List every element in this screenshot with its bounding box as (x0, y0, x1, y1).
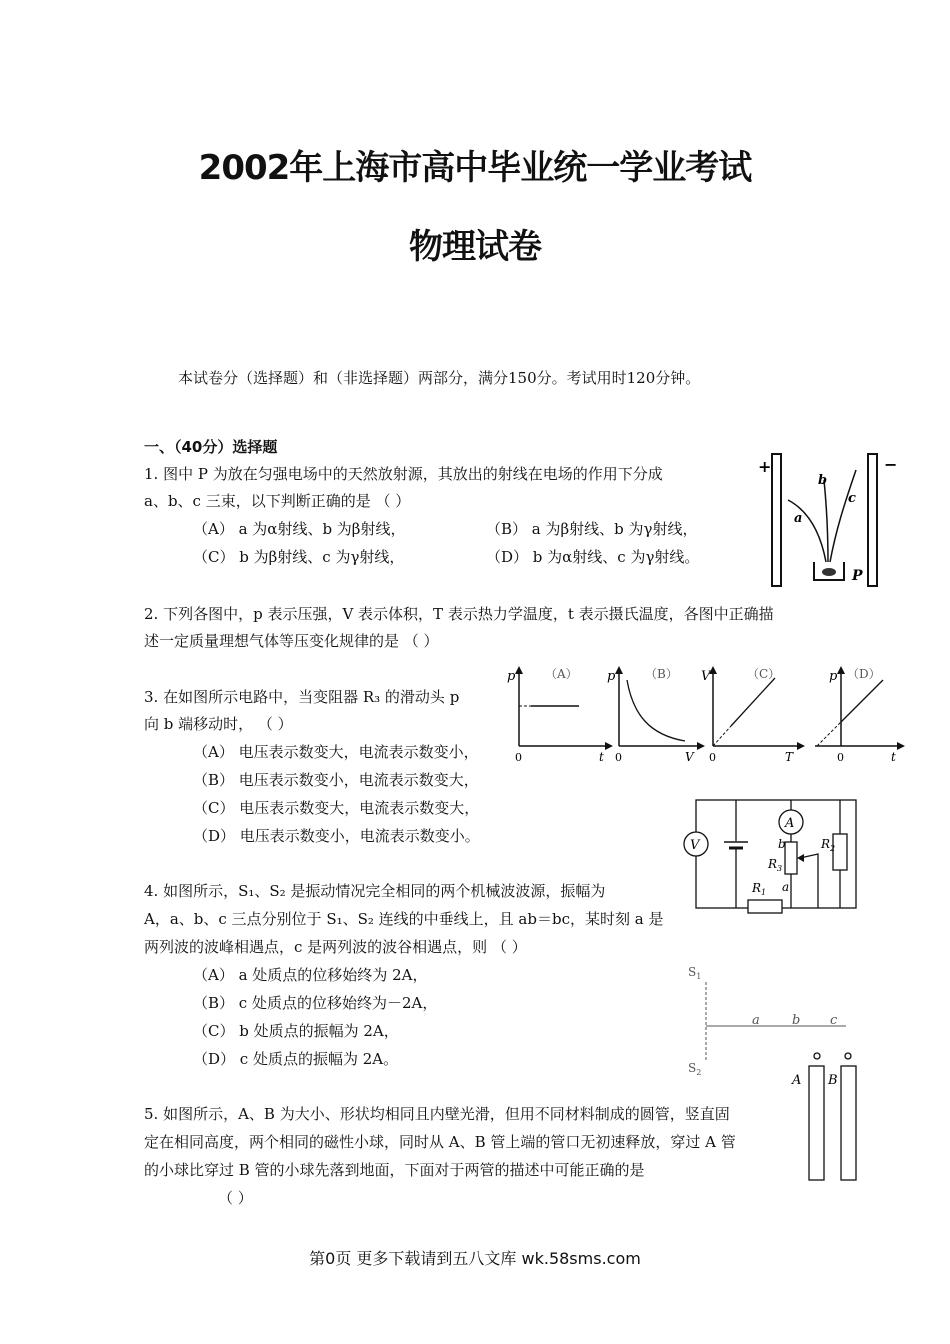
q1-option-d: （D） b 为α射线、c 为γ射线。 (486, 548, 700, 566)
node-b-label: b (778, 837, 786, 851)
graph-a-label: （A） (545, 667, 578, 681)
graph-d (815, 666, 905, 764)
q5-line4: （ ） (218, 1189, 253, 1207)
tube-b (841, 1066, 856, 1180)
r1-label: $R_1$ (752, 881, 767, 897)
minus-sign: − (884, 455, 898, 474)
graph-b-xlabel: V (685, 750, 694, 764)
page-title: 2002年上海市高中毕业统一学业考试 (198, 148, 752, 188)
q5-tubes-figure (786, 1048, 866, 1184)
plus-sign: + (758, 457, 772, 476)
page-subtitle: 物理试卷 (409, 227, 541, 267)
graph-c-ylabel: V (701, 669, 711, 684)
graph-d-xlabel: t (891, 750, 896, 764)
ray-a (788, 500, 826, 562)
q4-line2: A，a、b、c 三点分别位于 S₁、S₂ 连线的中垂线上，且 ab＝bc，某时刻 a 是 (144, 910, 664, 928)
right-plate (868, 454, 877, 586)
ray-a-label: a (794, 511, 803, 526)
q4-option-d: （D） c 处质点的振幅为 2A。 (193, 1050, 399, 1068)
r2-label: $R_2$ (821, 837, 836, 853)
graph-c-origin: 0 (709, 751, 716, 764)
ray-b (824, 480, 828, 562)
ball-b (845, 1053, 851, 1059)
graph-d-origin: 0 (837, 751, 844, 764)
graph-a-xlabel: t (599, 750, 604, 764)
q4-line1: 4. 如图所示，S₁、S₂ 是振动情况完全相同的两个机械波波源，振幅为 (144, 882, 606, 900)
q1-line1: 1. 图中 P 为放在匀强电场中的天然放射源，其放出的射线在电场的作用下分成 (144, 465, 663, 483)
q3-option-a: （A） 电压表示数变大，电流表示数变小， (193, 743, 479, 761)
graph-c-label: （C） (747, 667, 781, 681)
q4-option-a: （A） a 处质点的位移始终为 2A， (193, 966, 428, 984)
point-b-label: b (792, 1013, 801, 1028)
graph-b-ylabel: p (607, 669, 616, 684)
graph-a-origin: 0 (515, 751, 522, 764)
q3-option-c: （C） 电压表示数变大，电流表示数变大， (193, 799, 480, 817)
point-c-label: c (830, 1013, 838, 1028)
voltmeter-label: V (690, 838, 700, 853)
q1-radiation-figure (752, 450, 902, 590)
q1-option-a: （A） a 为α射线、b 为β射线， (193, 520, 406, 538)
graph-d-label: （D） (847, 667, 881, 681)
tube-b-label: B (828, 1073, 838, 1088)
graph-a-ylabel: p (507, 669, 516, 684)
q2-graphs (505, 660, 910, 770)
graph-b (607, 666, 705, 764)
ammeter-label: A (785, 816, 795, 831)
graph-b-origin: 0 (615, 751, 622, 764)
s2-label: $S_2$ (688, 1061, 702, 1077)
page-footer: 第0页 更多下载请到五八文库 wk.58sms.com (309, 1249, 641, 1268)
q3-line2: 向 b 端移动时， （ ） (144, 715, 293, 733)
node-a-label: a (782, 880, 790, 894)
ray-c (830, 470, 856, 562)
q4-option-c: （C） b 处质点的振幅为 2A， (193, 1022, 399, 1040)
q3-option-d: （D） 电压表示数变小，电流表示数变小。 (193, 827, 480, 845)
point-a-label: a (752, 1013, 760, 1028)
q5-line2: 定在相同高度，两个相同的磁性小球，同时从 A、B 管上端的管口无初速释放，穿过 A 管 (144, 1133, 736, 1151)
tube-a (809, 1066, 824, 1180)
q1-option-b: （B） a 为β射线、b 为γ射线， (486, 520, 698, 538)
s1-label: $S_1$ (688, 965, 702, 981)
ray-c-label: c (848, 491, 856, 506)
tube-a-label: A (792, 1073, 802, 1088)
source-label: P (852, 568, 863, 584)
graph-d-ylabel: p (829, 669, 838, 684)
r3-label: $R_3$ (768, 857, 783, 873)
graph-b-label: （B） (645, 667, 678, 681)
q2-line1: 2. 下列各图中，p 表示压强，V 表示体积，T 表示热力学温度，t 表示摄氏温度，各图中正确描 (144, 605, 774, 623)
q3-line1: 3. 在如图所示电路中，当变阻器 R₃ 的滑动头 p (144, 688, 460, 706)
q2-line2: 述一定质量理想气体等压变化规律的是 （ ） (144, 632, 439, 650)
q4-line3: 两列波的波峰相遇点，c 是两列波的波谷相遇点，则 （ ） (144, 938, 527, 956)
q1-option-c: （C） b 为β射线、c 为γ射线， (193, 548, 405, 566)
section-heading: 一、（40分）选择题 (144, 438, 278, 456)
rheostat-r3 (785, 842, 797, 874)
graph-c (701, 666, 805, 764)
q4-option-b: （B） c 处质点的位移始终为－2A， (193, 994, 438, 1012)
ray-b-label: b (818, 473, 828, 488)
q3-circuit-figure (676, 792, 866, 917)
q5-line1: 5. 如图所示，A、B 为大小、形状均相同且内壁光滑，但用不同材料制成的圆管，竖直固 (144, 1105, 730, 1123)
q3-option-b: （B） 电压表示数变小，电流表示数变大， (193, 771, 479, 789)
graph-c-xlabel: T (785, 750, 794, 764)
q1-line2: a、b、c 三束，以下判断正确的是 （ ） (144, 492, 411, 510)
q5-line3: 的小球比穿过 B 管的小球先落到地面，下面对于两管的描述中可能正确的是 (144, 1161, 645, 1179)
graph-a (507, 666, 613, 764)
source-sample (822, 568, 836, 576)
left-plate (772, 454, 781, 586)
ball-a (814, 1053, 820, 1059)
resistor-r1 (748, 900, 782, 913)
intro-text: 本试卷分（选择题）和（非选择题）两部分，满分150分。考试用时120分钟。 (178, 369, 701, 387)
